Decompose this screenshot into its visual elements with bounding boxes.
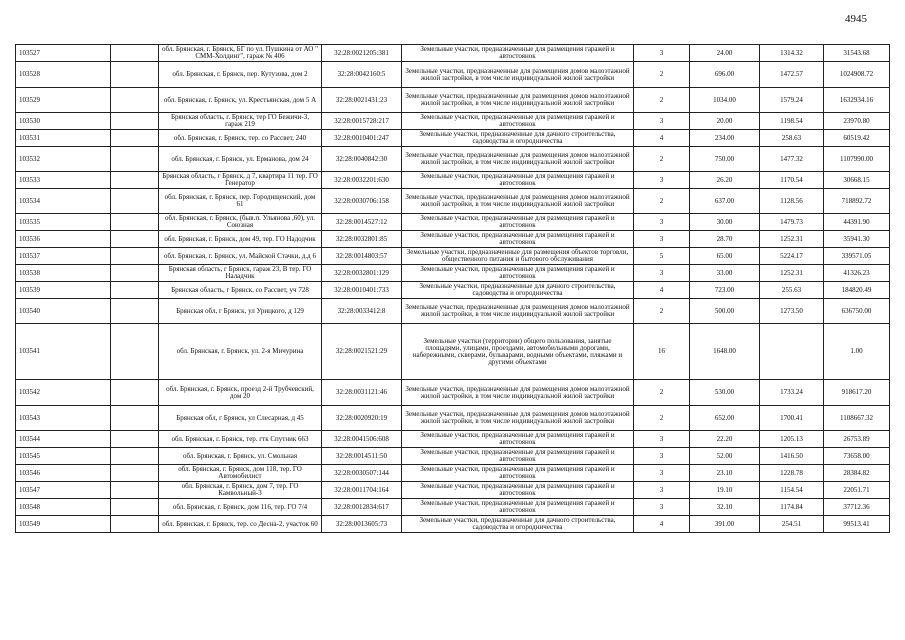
table-row (16, 299, 890, 324)
cadastral-number-cell: 32:28:0014803:57 (322, 248, 402, 265)
area-cell: 234.00 (690, 130, 760, 147)
use-group-cell: 16 (634, 324, 690, 380)
land-use-cell: Земельные участки, предназначенные для размещения гаражей и автостоянок (402, 448, 634, 465)
row-number-cell: 103541 (16, 324, 111, 380)
area-cell: 391.00 (690, 516, 760, 533)
land-use-cell: Земельные участки, предназначенные для дачного строительства, садоводства и огородничества (402, 282, 634, 299)
cadastral-number-cell: 32:28:0021521:29 (322, 324, 402, 380)
row-number-cell: 103529 (16, 88, 111, 113)
area-cell: 652.00 (690, 406, 760, 431)
cadastral-number-cell: 32:28:0015728:217 (322, 113, 402, 130)
spacer-cell (111, 189, 159, 214)
cadastral-number-cell: 32:28:0011704:164 (322, 482, 402, 499)
use-group-cell: 3 (634, 231, 690, 248)
address-cell: обл. Брянская, г. Брянск, дом 7, тер. ГО Камвольный-3 (159, 482, 322, 499)
row-number-cell: 103542 (16, 380, 111, 406)
area-cell: 33.00 (690, 265, 760, 282)
row-number-cell: 103532 (16, 147, 111, 172)
row-number-cell: 103534 (16, 189, 111, 214)
spacer-cell (111, 130, 159, 147)
land-use-cell: Земельные участки, предназначенные для размещения гаражей и автостоянок (402, 265, 634, 282)
area-cell: 52.00 (690, 448, 760, 465)
address-cell: Брянская область, г Брянск, гараж 23, В тер. ГО Наладчик (159, 265, 322, 282)
table-row (16, 130, 890, 147)
use-group-cell: 3 (634, 499, 690, 516)
cadastral-number-cell: 32:28:0010401:733 (322, 282, 402, 299)
use-group-cell: 2 (634, 299, 690, 324)
area-cell: 32.10 (690, 499, 760, 516)
address-cell: обл. Брянская, г. Брянск, тер. со Десна-2, участок 60 (159, 516, 322, 533)
unit-value-cell: 1477.32 (760, 147, 824, 172)
cadastral-number-cell: 32:28:0012834:617 (322, 499, 402, 516)
cadastral-value-cell: 1108667.32 (824, 406, 890, 431)
spacer-cell (111, 431, 159, 448)
land-use-cell: Земельные участки, предназначенные для размещения домов малоэтажной жилой застройки, в том числе индивидуальной жилой застройки (402, 299, 634, 324)
land-use-cell: Земельные участки, предназначенные для размещения домов малоэтажной жилой застройки, в том числе индивидуальной жилой застройки (402, 189, 634, 214)
unit-value-cell: 1228.78 (760, 465, 824, 482)
spacer-cell (111, 482, 159, 499)
land-use-cell: Земельные участки, предназначенные для размещения гаражей и автостоянок (402, 214, 634, 231)
cadastral-value-cell: 41326.23 (824, 265, 890, 282)
land-use-cell: Земельные участки, предназначенные для размещения гаражей и автостоянок (402, 113, 634, 130)
row-number-cell: 103527 (16, 45, 111, 62)
use-group-cell: 2 (634, 406, 690, 431)
use-group-cell: 2 (634, 189, 690, 214)
land-use-cell: Земельные участки, предназначенные для дачного строительства, садоводства и огородничества (402, 516, 634, 533)
cadastral-number-cell: 32:28:0031121:46 (322, 380, 402, 406)
land-use-cell: Земельные участки, предназначенные для размещения гаражей и автостоянок (402, 465, 634, 482)
table-row (16, 45, 890, 62)
spacer-cell (111, 231, 159, 248)
cadastral-number-cell: 32:28:0014511:50 (322, 448, 402, 465)
unit-value-cell: 1205.13 (760, 431, 824, 448)
land-use-cell: Земельные участки, предназначенные для размещения гаражей и автостоянок (402, 231, 634, 248)
spacer-cell (111, 282, 159, 299)
table-row (16, 265, 890, 282)
cadastral-value-cell: 1024908.72 (824, 62, 890, 88)
address-cell: обл. Брянская, г. Брянск, (быв.п. Ульянова ,60), ул. Союзная (159, 214, 322, 231)
row-number-cell: 103544 (16, 431, 111, 448)
spacer-cell (111, 499, 159, 516)
use-group-cell: 3 (634, 431, 690, 448)
address-cell: Брянская обл, г Брянск, ул Урицкого, д 129 (159, 299, 322, 324)
cadastral-value-cell: 1.00 (824, 324, 890, 380)
cadastral-value-cell: 184820.49 (824, 282, 890, 299)
area-cell: 22.20 (690, 431, 760, 448)
cadastral-number-cell: 32:28:0041506:608 (322, 431, 402, 448)
area-cell: 1034.00 (690, 88, 760, 113)
land-use-cell: Земельные участки, предназначенные для размещения гаражей и автостоянок (402, 45, 634, 62)
unit-value-cell: 1416.50 (760, 448, 824, 465)
table-row (16, 324, 890, 380)
row-number-cell: 103540 (16, 299, 111, 324)
address-cell: обл. Брянская, г. Брянск, ул. Смольная (159, 448, 322, 465)
cadastral-value-cell: 60519.42 (824, 130, 890, 147)
table-row (16, 231, 890, 248)
cadastral-value-cell: 30668.15 (824, 172, 890, 189)
address-cell: обл. Брянская, г. Брянск, тер. гтк Спутник 663 (159, 431, 322, 448)
land-use-cell: Земельные участки, предназначенные для размещения домов малоэтажной жилой застройки, в том числе индивидуальной жилой застройки (402, 88, 634, 113)
spacer-cell (111, 406, 159, 431)
spacer-cell (111, 324, 159, 380)
unit-value-cell: 1198.54 (760, 113, 824, 130)
table-row (16, 147, 890, 172)
spacer-cell (111, 248, 159, 265)
use-group-cell: 3 (634, 45, 690, 62)
spacer-cell (111, 113, 159, 130)
unit-value-cell: 258.63 (760, 130, 824, 147)
unit-value-cell: 1733.24 (760, 380, 824, 406)
cadastral-number-cell: 32:28:0020920:19 (322, 406, 402, 431)
area-cell: 30.00 (690, 214, 760, 231)
use-group-cell: 4 (634, 130, 690, 147)
use-group-cell: 3 (634, 465, 690, 482)
cadastral-number-cell: 32:28:0030507:144 (322, 465, 402, 482)
address-cell: обл. Брянская, г. Брянск, проезд 2-й Трубчевский, дом 20 (159, 380, 322, 406)
table-row (16, 380, 890, 406)
row-number-cell: 103535 (16, 214, 111, 231)
area-cell: 19.10 (690, 482, 760, 499)
land-use-cell: Земельные участки, предназначенные для размещения гаражей и автостоянок (402, 172, 634, 189)
spacer-cell (111, 62, 159, 88)
cadastral-number-cell: 32:28:0040842:30 (322, 147, 402, 172)
use-group-cell: 3 (634, 214, 690, 231)
address-cell: обл. Брянская, г. Брянск, ул. Майской Стачки, д.д 6 (159, 248, 322, 265)
unit-value-cell: 255.63 (760, 282, 824, 299)
table-row (16, 189, 890, 214)
row-number-cell: 103531 (16, 130, 111, 147)
use-group-cell: 2 (634, 88, 690, 113)
unit-value-cell: 1479.73 (760, 214, 824, 231)
table-row (16, 113, 890, 130)
table-row (16, 248, 890, 265)
cadastral-value-cell: 73658.00 (824, 448, 890, 465)
land-use-cell: Земельные участки, предназначенные для размещения гаражей и автостоянок (402, 499, 634, 516)
table-row (16, 88, 890, 113)
address-cell: обл. Брянская, г. Брянск, ул. Крестьянская, дом 5 А (159, 88, 322, 113)
cadastral-value-cell: 44391.90 (824, 214, 890, 231)
row-number-cell: 103536 (16, 231, 111, 248)
cadastral-value-cell: 31543.68 (824, 45, 890, 62)
unit-value-cell: 1252.31 (760, 265, 824, 282)
table-row (16, 431, 890, 448)
land-use-cell: Земельные участки, предназначенные для размещения домов малоэтажной жилой застройки, в том числе индивидуальной жилой застройки (402, 406, 634, 431)
cadastral-value-cell: 718892.72 (824, 189, 890, 214)
unit-value-cell: 1579.24 (760, 88, 824, 113)
unit-value-cell: 1273.50 (760, 299, 824, 324)
unit-value-cell: 1170.54 (760, 172, 824, 189)
use-group-cell: 3 (634, 448, 690, 465)
area-cell: 723.00 (690, 282, 760, 299)
row-number-cell: 103530 (16, 113, 111, 130)
land-use-cell: Земельные участки, предназначенные для размещения объектов торговли, общественного питания и бытового обслуживания (402, 248, 634, 265)
cadastral-number-cell: 32:28:0032801:85 (322, 231, 402, 248)
address-cell: обл. Брянская, г. Брянск, тер. со Рассвет, 240 (159, 130, 322, 147)
cadastral-value-cell: 35941.30 (824, 231, 890, 248)
spacer-cell (111, 516, 159, 533)
land-use-cell: Земельные участки (территории) общего пользования, занятые площадями, улицами, проездами, автомобильными дорогами, набережными, скверами, бульварами, водными объектами, пляжами и другими объектами (402, 324, 634, 380)
cadastral-value-cell: 22051.71 (824, 482, 890, 499)
spacer-cell (111, 380, 159, 406)
land-use-cell: Земельные участки, предназначенные для дачного строительства, садоводства и огородничества (402, 130, 634, 147)
cadastral-number-cell: 32:28:0014527:12 (322, 214, 402, 231)
area-cell: 24.00 (690, 45, 760, 62)
cadastral-number-cell: 32:28:0032801:129 (322, 265, 402, 282)
unit-value-cell: 1314.32 (760, 45, 824, 62)
cadastral-number-cell: 32:28:0021205:381 (322, 45, 402, 62)
land-use-cell: Земельные участки, предназначенные для размещения домов малоэтажной жилой застройки, в том числе индивидуальной жилой застройки (402, 62, 634, 88)
table-row (16, 172, 890, 189)
cadastral-value-cell: 23970.80 (824, 113, 890, 130)
spacer-cell (111, 147, 159, 172)
area-cell: 28.70 (690, 231, 760, 248)
row-number-cell: 103546 (16, 465, 111, 482)
cadastral-number-cell: 32:28:0030706:158 (322, 189, 402, 214)
table-row (16, 448, 890, 465)
page-number: 4945 (845, 13, 867, 25)
row-number-cell: 103548 (16, 499, 111, 516)
unit-value-cell: 1472.57 (760, 62, 824, 88)
cadastral-number-cell: 32:28:0021431:23 (322, 88, 402, 113)
row-number-cell: 103549 (16, 516, 111, 533)
area-cell: 23.10 (690, 465, 760, 482)
area-cell: 20.00 (690, 113, 760, 130)
area-cell: 696.00 (690, 62, 760, 88)
use-group-cell: 3 (634, 113, 690, 130)
unit-value-cell: 1154.54 (760, 482, 824, 499)
address-cell: обл. Брянская, г. Брянск, ул. Ерманова, дом 24 (159, 147, 322, 172)
row-number-cell: 103537 (16, 248, 111, 265)
unit-value-cell: 1128.56 (760, 189, 824, 214)
land-use-cell: Земельные участки, предназначенные для размещения гаражей и автостоянок (402, 482, 634, 499)
use-group-cell: 3 (634, 265, 690, 282)
spacer-cell (111, 172, 159, 189)
table-row (16, 499, 890, 516)
address-cell: обл. Брянская, г. Брянск, дом 49, тер. ГО Надодчик (159, 231, 322, 248)
row-number-cell: 103543 (16, 406, 111, 431)
table-body (16, 45, 890, 533)
spacer-cell (111, 448, 159, 465)
address-cell: Брянская область, г. Брянск, тер ГО Бежичи-3, гараж 219 (159, 113, 322, 130)
row-number-cell: 103539 (16, 282, 111, 299)
area-cell: 1648.00 (690, 324, 760, 380)
use-group-cell: 5 (634, 248, 690, 265)
area-cell: 750.00 (690, 147, 760, 172)
spacer-cell (111, 45, 159, 62)
unit-value-cell: 5224.17 (760, 248, 824, 265)
area-cell: 65.00 (690, 248, 760, 265)
unit-value-cell (760, 324, 824, 380)
unit-value-cell: 254.51 (760, 516, 824, 533)
address-cell: обл. Брянская, г. Брянск, дом 116, тер. ГО 7/4 (159, 499, 322, 516)
cadastral-value-cell: 1632934.16 (824, 88, 890, 113)
area-cell: 26.20 (690, 172, 760, 189)
area-cell: 530.00 (690, 380, 760, 406)
row-number-cell: 103545 (16, 448, 111, 465)
table-row (16, 516, 890, 533)
cadastral-value-cell: 99513.41 (824, 516, 890, 533)
table-row (16, 282, 890, 299)
use-group-cell: 2 (634, 380, 690, 406)
use-group-cell: 4 (634, 282, 690, 299)
cadastral-number-cell: 32:28:0042160:5 (322, 62, 402, 88)
use-group-cell: 2 (634, 147, 690, 172)
land-use-cell: Земельные участки, предназначенные для размещения домов малоэтажной жилой застройки, в том числе индивидуальной жилой застройки (402, 380, 634, 406)
cadastral-value-cell: 37712.36 (824, 499, 890, 516)
row-number-cell: 103547 (16, 482, 111, 499)
address-cell: обл. Брянская, г. Брянск, БГ по ул. Пушкина от АО " СММ-Холдинг", гараж № 406 (159, 45, 322, 62)
use-group-cell: 3 (634, 172, 690, 189)
address-cell: Брянская область, г Брянск, со Рассвет, уч 728 (159, 282, 322, 299)
cadastral-value-cell: 636750.00 (824, 299, 890, 324)
unit-value-cell: 1700.41 (760, 406, 824, 431)
table-row (16, 482, 890, 499)
spacer-cell (111, 214, 159, 231)
cadastral-value-cell: 26753.89 (824, 431, 890, 448)
address-cell: обл. Брянская, г. Брянск, пер. Кутузова, дом 2 (159, 62, 322, 88)
use-group-cell: 2 (634, 62, 690, 88)
cadastral-value-cell: 1107990.00 (824, 147, 890, 172)
cadastral-value-cell: 28384.82 (824, 465, 890, 482)
spacer-cell (111, 265, 159, 282)
area-cell: 500.00 (690, 299, 760, 324)
cadastral-number-cell: 32:28:0032201:630 (322, 172, 402, 189)
land-registry-table (15, 44, 890, 533)
table-row (16, 214, 890, 231)
cadastral-number-cell: 32:28:0013605:73 (322, 516, 402, 533)
use-group-cell: 3 (634, 482, 690, 499)
row-number-cell: 103538 (16, 265, 111, 282)
land-use-cell: Земельные участки, предназначенные для размещения гаражей и автостоянок (402, 431, 634, 448)
table-row (16, 62, 890, 88)
address-cell: Брянская обл, г Брянск, ул Слесарная, д 45 (159, 406, 322, 431)
row-number-cell: 103528 (16, 62, 111, 88)
spacer-cell (111, 88, 159, 113)
use-group-cell: 4 (634, 516, 690, 533)
spacer-cell (111, 299, 159, 324)
table-row (16, 406, 890, 431)
address-cell: обл. Брянская, г. Брянск, ул. 2-я Мичурина (159, 324, 322, 380)
address-cell: Брянская область, г Брянск, д 7, квартира 11 тер. ГО Генератор (159, 172, 322, 189)
table-row (16, 465, 890, 482)
cadastral-number-cell: 32:28:0033412:8 (322, 299, 402, 324)
cadastral-value-cell: 918617.20 (824, 380, 890, 406)
address-cell: обл. Брянская, г. Брянск, пер. Городищенский, дом 61 (159, 189, 322, 214)
address-cell: обл. Брянская, г. Брянск, дом 118, тер. ГО Автомобилист (159, 465, 322, 482)
cadastral-value-cell: 339571.05 (824, 248, 890, 265)
area-cell: 637.00 (690, 189, 760, 214)
row-number-cell: 103533 (16, 172, 111, 189)
cadastral-number-cell: 32:28:0010401:247 (322, 130, 402, 147)
spacer-cell (111, 465, 159, 482)
land-use-cell: Земельные участки, предназначенные для размещения домов малоэтажной жилой застройки, в том числе индивидуальной жилой застройки (402, 147, 634, 172)
unit-value-cell: 1252.31 (760, 231, 824, 248)
unit-value-cell: 1174.84 (760, 499, 824, 516)
